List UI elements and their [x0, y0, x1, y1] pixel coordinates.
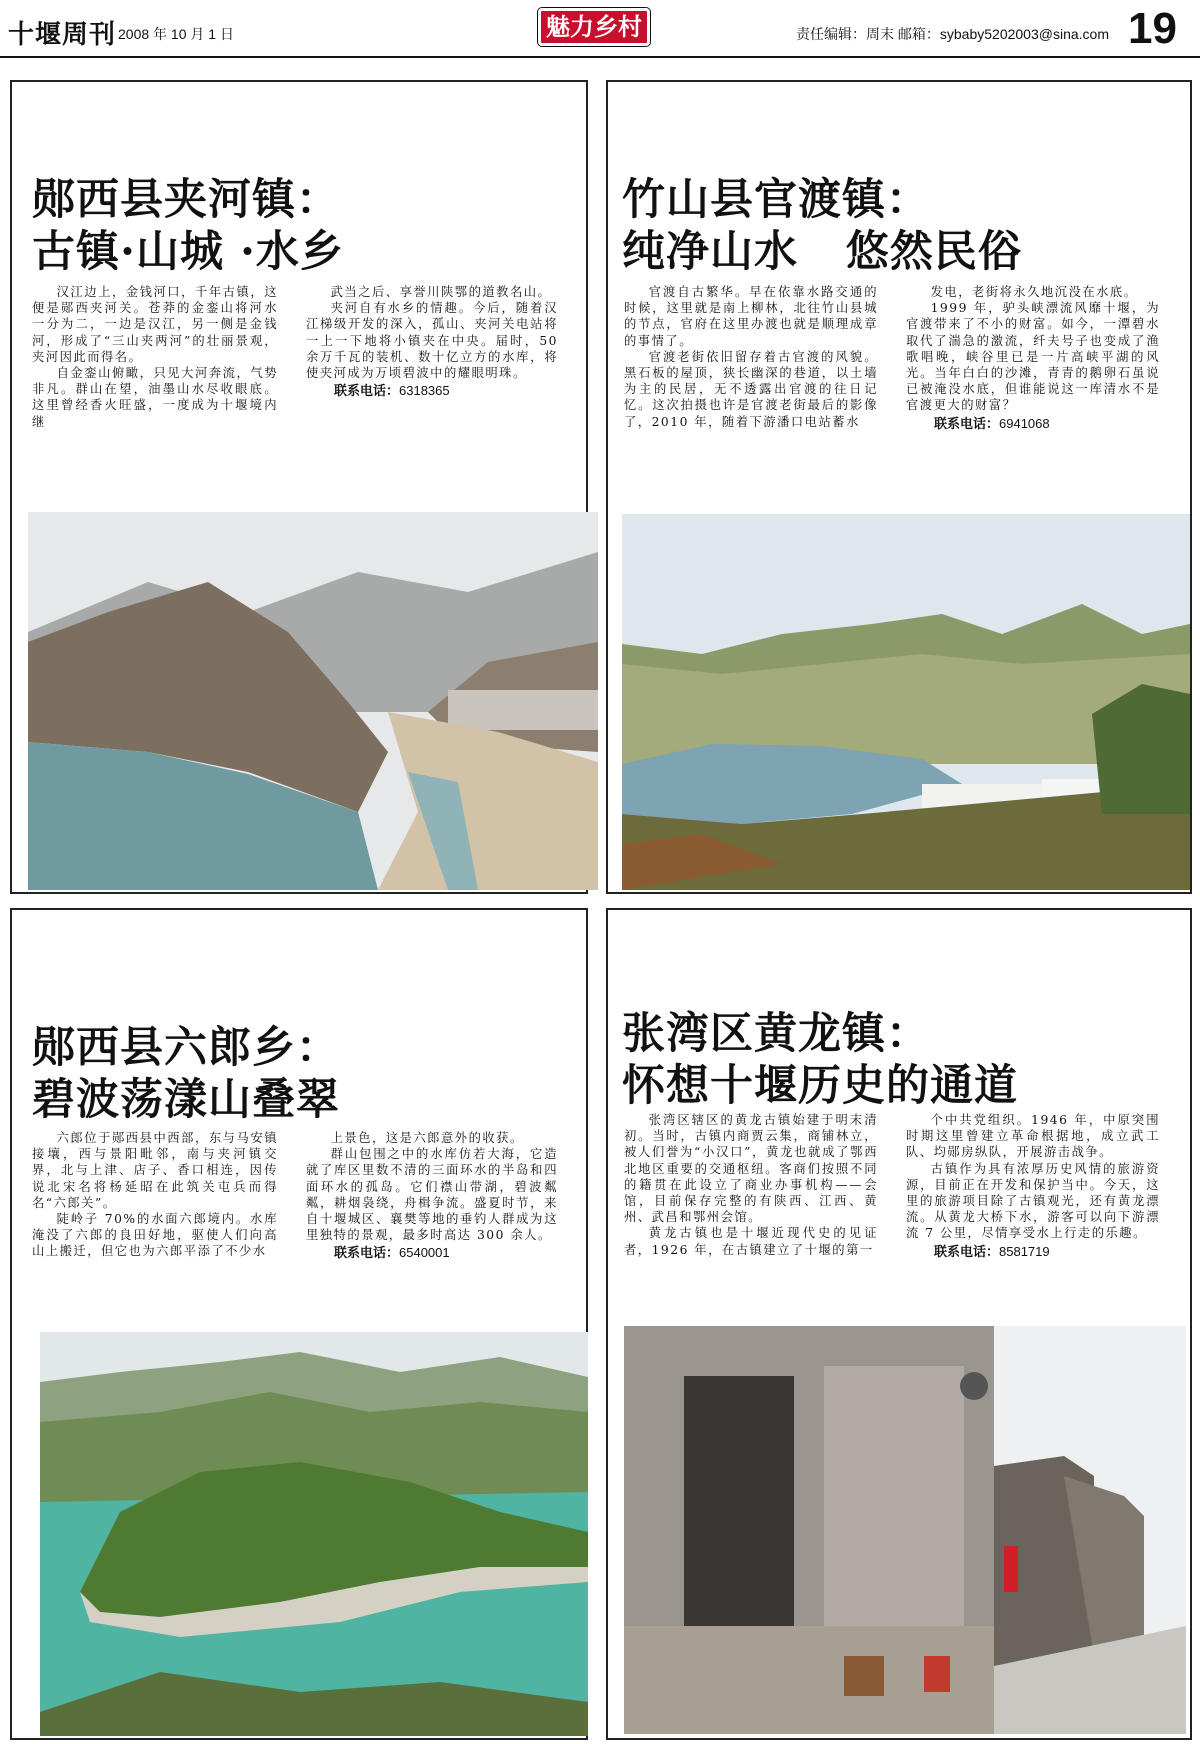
article-title: [32, 1022, 340, 1126]
phone-number: 6540001: [399, 1245, 450, 1261]
phone-label: 联系电话：: [934, 1243, 1000, 1259]
contact-phone: [334, 1245, 558, 1261]
title-line: 竹山县官渡镇：: [622, 175, 930, 225]
paragraph: 群山包围之中的水库仿若大海，它造就了库区里数不清的三面环水的半岛和四面环水的孤岛。它们襟山带湖，碧波粼粼，耕烟袅绕，舟楫争流。盛夏时节，来自十堰城区、襄樊等地的垂钓人群成为这里独特的景观，最多时高达 300 余人。: [306, 1147, 558, 1243]
article-column: [306, 284, 558, 399]
paragraph: 官渡自古繁华。早在依靠水路交通的时候，这里就是南上柳林，北往竹山县城的节点，官府在这里办渡也就是顺理成章的事情了。: [624, 285, 878, 348]
phone-number: 6941068: [999, 415, 1050, 431]
title-line: 纯净山水 悠然民俗: [622, 227, 1022, 277]
paragraph: 张湾区辖区的黄龙古镇始建于明末清初。当时，古镇内商贾云集，商铺林立，被人们誉为“小汉口”，黄龙也就成了鄂西北地区重要的交通枢纽。客商们按照不同的籍贯在此设立了商业办事机构——会馆，目前保存完整的有陕西、江西、黄州、武昌和鄂州会馆。: [624, 1113, 878, 1225]
page-number: 19: [1128, 4, 1177, 53]
title-line: 张湾区黄龙镇：: [622, 1009, 930, 1059]
contact-phone: [934, 1244, 1160, 1260]
article-title: [622, 174, 1022, 278]
paragraph: 1999 年，驴头峡漂流风靡十堰，为官渡带来了不小的财富。如今，一潭碧水取代了湍急的激流，纤夫号子也变成了渔歌唱晚，峡谷里已是一片高峡平湖的风光。当年白白的沙滩，青青的鹅卵石虽说已被淹没水底，但谁能说这一库清水不是官渡更大的财富？: [906, 301, 1160, 413]
photo-reservoir-island: [40, 1332, 588, 1736]
paragraph: 六郎位于郧西县中西部，东与马安镇接壤，西与景阳毗邻，南与夹河镇交界，北与上津、店子、香口相连，因传说北宋名将杨延昭在此筑关屯兵而得名“六郎关”。: [32, 1131, 278, 1210]
phone-label: 联系电话：: [934, 415, 1000, 431]
paragraph: 夹河自有水乡的情趣。今后，随着汉江梯级开发的深入，孤山、夹河关电站将一上一下地将小镇夹在中央。届时，50余万千瓦的装机、数十亿立方的水库，将使夹河成为万顷碧波中的耀眼明珠。: [306, 301, 558, 381]
article-column: [624, 1112, 878, 1258]
phone-number: 6318365: [399, 383, 450, 399]
photo-old-street: [624, 1326, 1186, 1734]
article-column: [906, 284, 1160, 432]
phone-label: 联系电话：: [334, 1245, 400, 1261]
article-column: [624, 284, 878, 430]
paragraph: 发电，老街将永久地沉没在水底。: [930, 285, 1138, 299]
paragraph: 汉江边上，金钱河口，千年古镇，这便是郧西夹河关。苍莽的金銮山将河水一分为二，一边是汉江，另一侧是金钱河，形成了“三山夹两河”的壮丽景观，夹河因此而得名。: [32, 285, 278, 364]
phone-number: 8581719: [999, 1243, 1050, 1259]
paragraph: 上景色，这是六郎意外的收获。: [330, 1131, 524, 1145]
article-column: [32, 1130, 278, 1260]
title-line: 碧波荡漾山叠翠: [32, 1075, 340, 1125]
phone-label: 联系电话：: [334, 383, 400, 399]
title-line: 古镇·山城 ·水乡: [32, 227, 344, 277]
article-column: [906, 1112, 1160, 1260]
paragraph: 古镇作为具有浓厚历史风情的旅游资源，目前正在开发和保护当中。今天，这里的旅游项目除了古镇观光，还有黄龙漂流。从黄龙大桥下水，游客可以向下游漂流 7 公里，尽情享受水上行走的乐趣。: [906, 1161, 1160, 1241]
paragraph: 官渡老街依旧留存着古官渡的风貌。黑石板的屋顶，狭长幽深的巷道，以土墙为主的民居，无不透露出官渡的往日记忆。这次拍摄也许是官渡老街最后的影像了，2010 年，随着下游潘口电站蓄水: [624, 349, 878, 429]
page-header: [0, 0, 1200, 58]
contact-phone: [334, 383, 558, 399]
paragraph: 自金銮山俯瞰，只见大河奔流，气势非凡。群山在望，油墨山水尽收眼底。这里曾经香火旺盛，一度成为十堰境内继: [32, 366, 278, 429]
paragraph: 个中共党组织。1946 年，中原突围时期这里曾建立革命根据地，成立武工队、均郧房纵队，开展游击战争。: [906, 1113, 1160, 1160]
article-column: [32, 284, 278, 430]
paragraph: 陡岭子 70%的水面六郎境内。水库淹没了六郎的良田好地，驱使人们向高山上搬迁，但它也为六郎平添了不少水: [32, 1212, 278, 1259]
photo-lake-valley: [622, 514, 1190, 890]
column-badge: 魅力乡村: [538, 8, 650, 46]
title-line: 怀想十堰历史的通道: [622, 1061, 1018, 1111]
title-line: 郧西县六郎乡：: [32, 1023, 340, 1073]
paragraph: 武当之后、享誉川陕鄂的道教名山。: [330, 285, 552, 299]
masthead: 十堰周刊: [8, 20, 117, 50]
contact-phone: [934, 416, 1160, 432]
article-title: [622, 1008, 1018, 1112]
photo-river-town: [28, 512, 598, 890]
article-title: [32, 174, 344, 278]
paragraph: 黄龙古镇也是十堰近现代史的见证者，1926 年，在古镇建立了十堰的第一: [624, 1226, 878, 1257]
issue-date: 2008 年 10 月 1 日: [118, 26, 234, 42]
title-line: 郧西县夹河镇：: [32, 175, 340, 225]
editor-info: 责任编辑：周末 邮箱：sybaby5202003@sina.com: [796, 26, 1109, 42]
article-column: [306, 1130, 558, 1262]
